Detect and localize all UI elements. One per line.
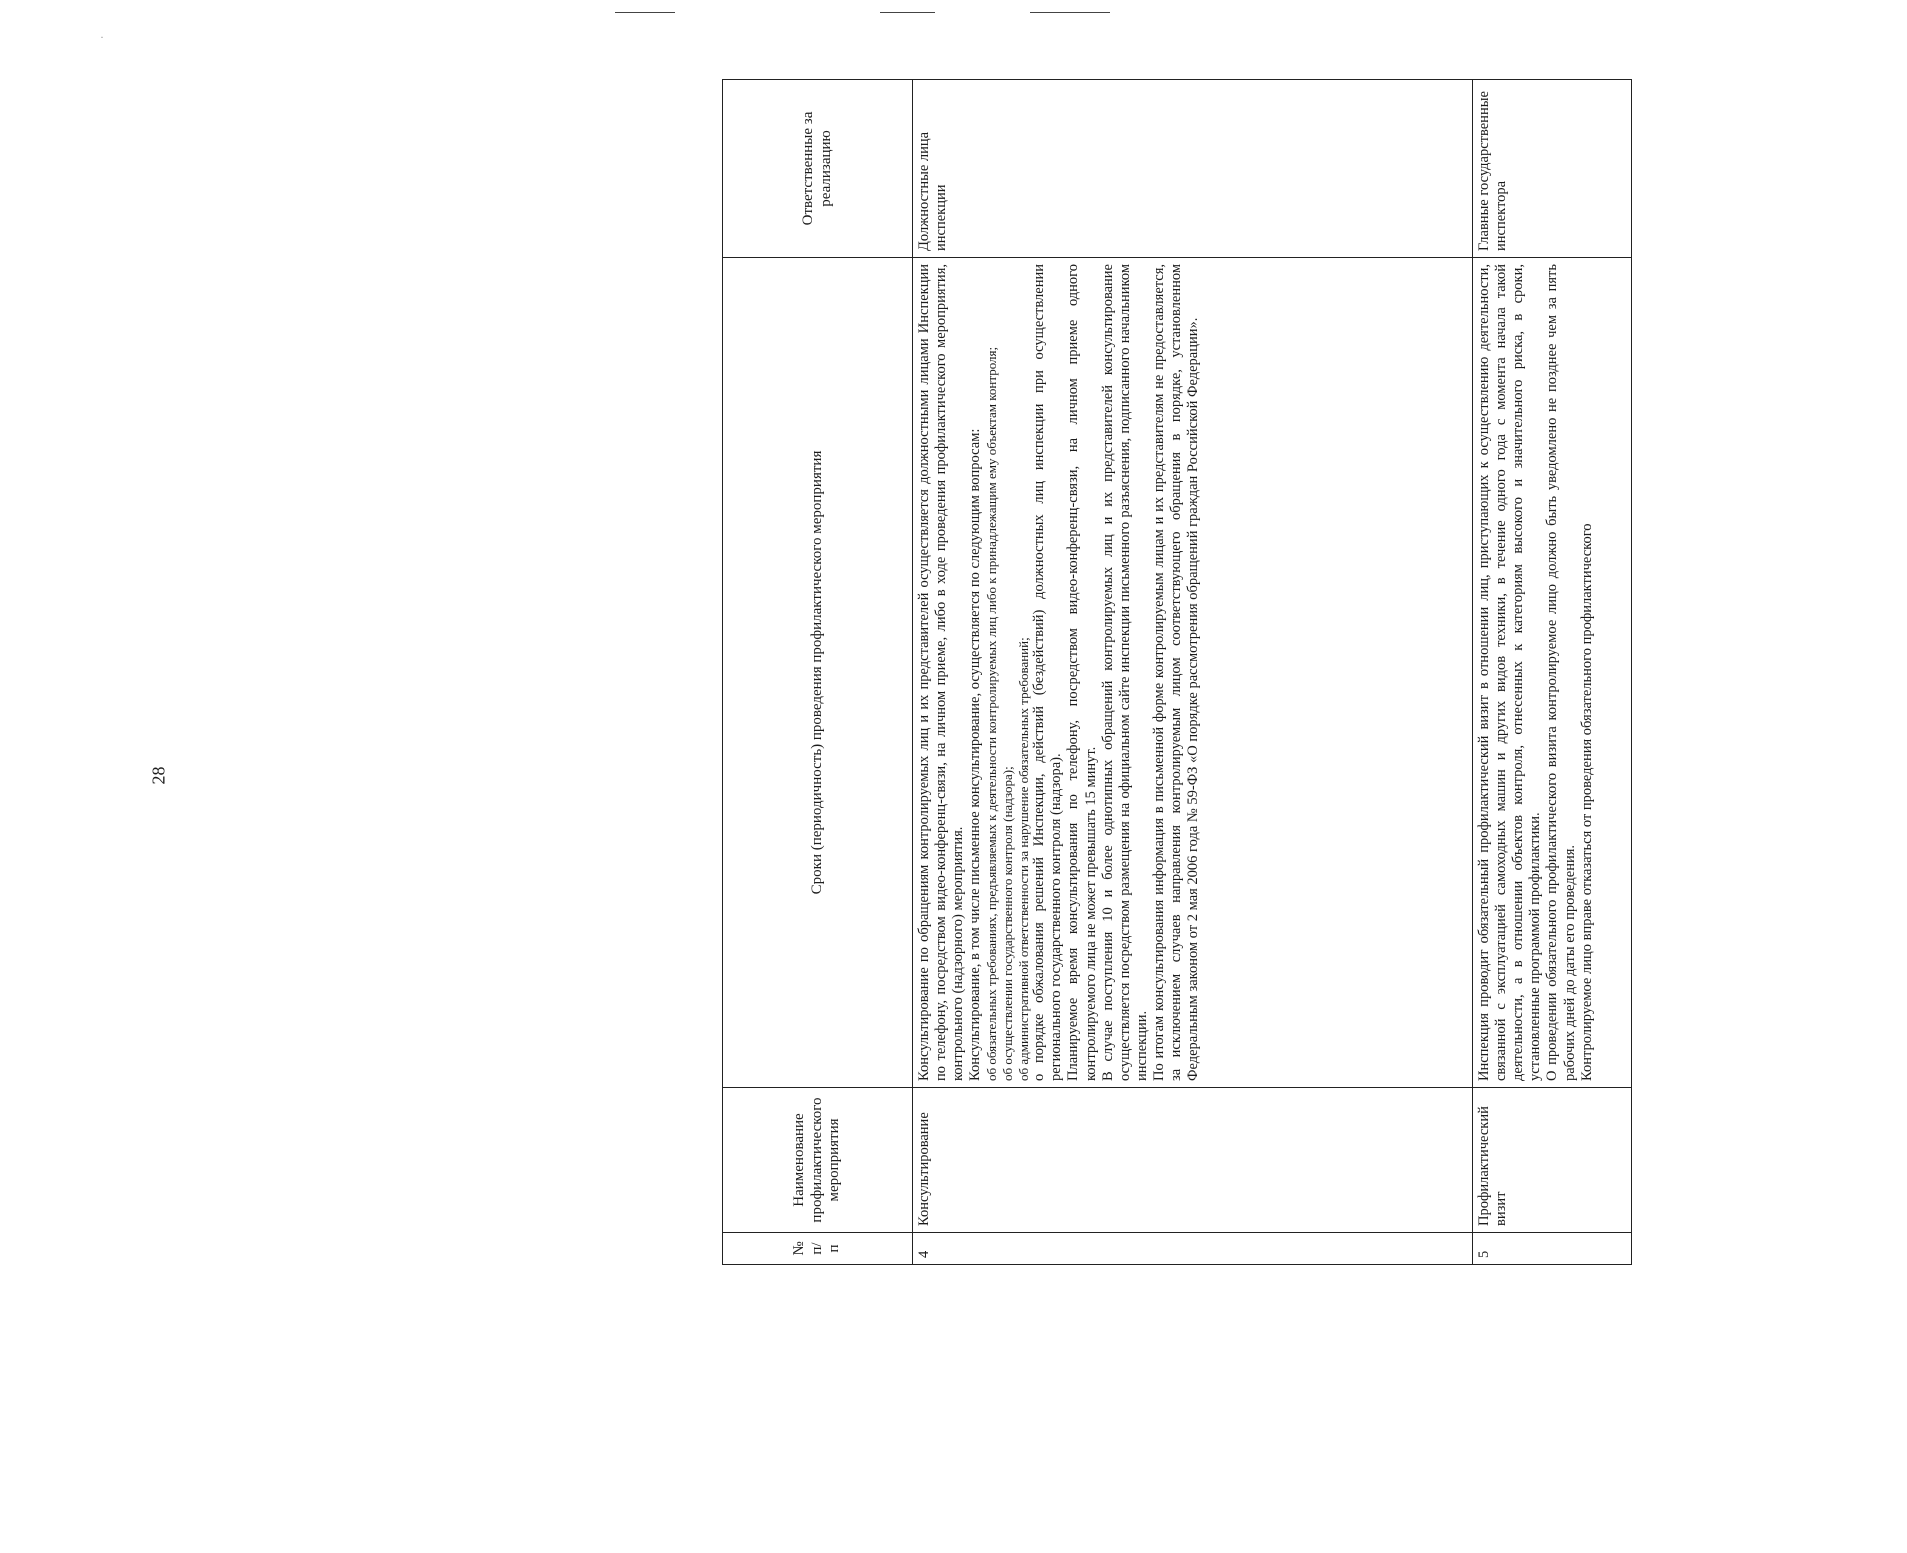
row-num: 4 <box>913 1233 1473 1265</box>
header-num: № п/п <box>723 1233 913 1265</box>
paragraph: Инспекция проводит обязательный профилактический визит в отношении лиц, приступающих к осуществлению деятельности, связанной с эксплуатацией самоходных машин и других видов техники, в течение одного года с момента начала такой деятельности, а в отношении объектов контроля, отнесенных к категориям высокого и значительного риска, в сроки, установленные программой профилактики. <box>1476 264 1544 1081</box>
paragraph: По итогам консультирования информация в письменной форме контролируемым лицам и их представителям не предоставляется, за исключением случаев направления контролируемым лицом соответствующего обращения в порядке, установленном Федеральным законом от 2 мая 2006 года № 59-ФЗ «О порядке рассмотрения обращений граждан Российской Федерации». <box>1150 264 1202 1081</box>
paragraph: об осуществлении государственного контроля (надзора); <box>1000 766 1016 1081</box>
measures-table <box>722 79 1632 1265</box>
page-number: 28 <box>148 766 169 785</box>
table-row <box>1473 80 1632 1265</box>
paragraph: В случае поступления 10 и более однотипных обращений контролируемых лиц и их представителей консультирование осуществляется посредством размещения на официальном сайте инспекции письменного разъяснения, подписанного начальником инспекции. <box>1099 264 1150 1081</box>
paragraph: Консультирование, в том числе письменное консультирование, осуществляется по следующим вопросам: <box>967 428 984 1081</box>
row-name: Консультирование <box>913 1088 1473 1233</box>
scan-line <box>1030 12 1110 13</box>
header-resp: Ответственные за реализацию <box>723 80 913 258</box>
row-num: 5 <box>1473 1233 1632 1265</box>
scan-speck: · <box>100 30 104 44</box>
scan-line <box>880 12 935 13</box>
row-resp: Должностные лица инспекции <box>913 80 1473 258</box>
rotated-page-content <box>722 91 1907 1265</box>
paragraph: об административной ответственности за нарушение обязательных требований; <box>1015 637 1031 1081</box>
row-terms <box>913 258 1473 1088</box>
paragraph: О проведении обязательного профилактического визита контролируемое лицо должно быть уведомлено не позднее чем за пять рабочих дней до даты его проведения. <box>1544 264 1578 1081</box>
scan-line <box>615 12 675 13</box>
table-header-row <box>723 80 913 1265</box>
row-terms <box>1473 258 1632 1088</box>
table-row <box>913 80 1473 1265</box>
row-name: Профилактический визит <box>1473 1088 1632 1233</box>
paragraph: о порядке обжалования решений Инспекции, действий (бездействий) должностных лиц инспекции при осуществлении регионального государственного контроля (надзора). <box>1031 264 1065 1081</box>
paragraph: Планируемое время консультирования по телефону, посредством видео-конференц-связи, на личном приеме одного контролируемого лица не может превышать 15 минут. <box>1065 264 1099 1081</box>
header-name: Наименование профилактического мероприятия <box>723 1088 913 1233</box>
header-terms: Сроки (периодичность) проведения профилактического мероприятия <box>723 258 913 1088</box>
paragraph: Консультирование по обращениям контролируемых лиц и их представителей осуществляется должностными лицами Инспекции по телефону, посредством видео-конференц-связи, на личном приеме, либо в ходе проведения профилактического мероприятия, контрольного (надзорного) мероприятия. <box>916 264 967 1081</box>
paragraph: об обязательных требованиях, предъявляемых к деятельности контролируемых лиц либо к принадлежащим ему объектам контроля; <box>984 346 1000 1081</box>
row-resp: Главные государственные инспектора <box>1473 80 1632 258</box>
paragraph: Контролируемое лицо вправе отказаться от проведения обязательного профилактического <box>1578 523 1595 1081</box>
